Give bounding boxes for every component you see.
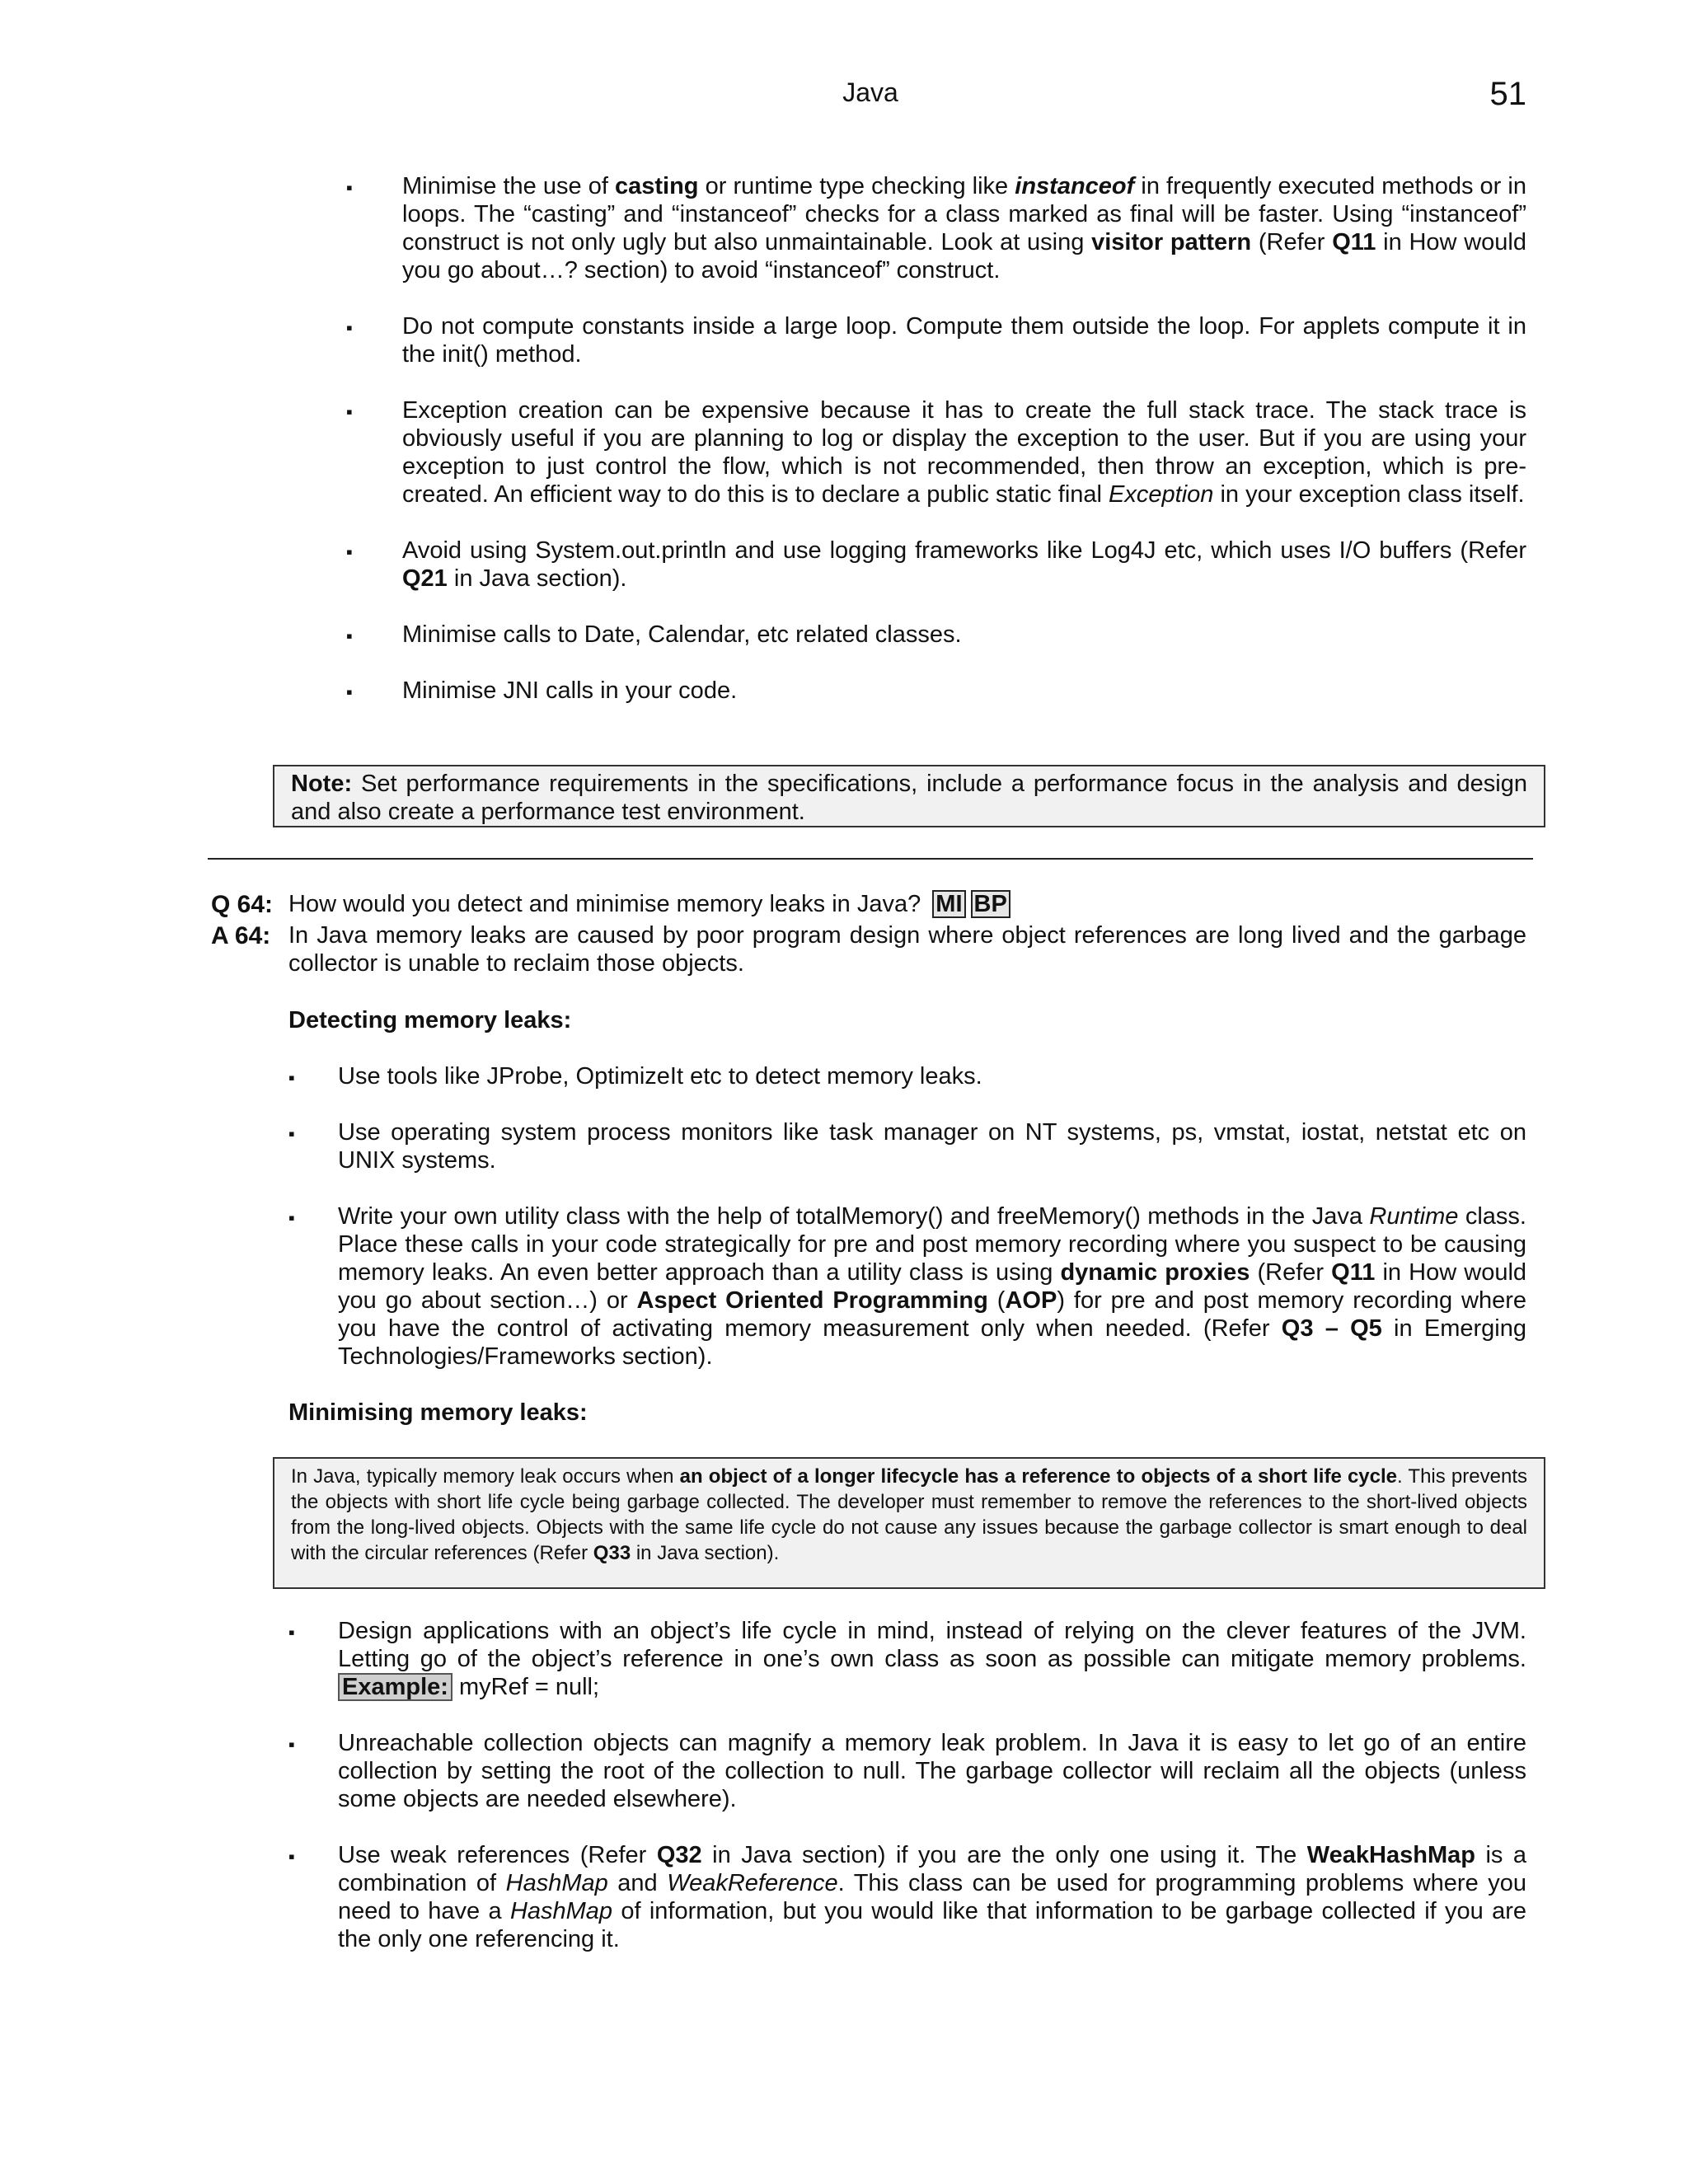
list-item: [288, 1729, 1526, 1813]
bullet-text: Minimise calls to Date, Calendar, etc related classes.: [402, 621, 962, 648]
running-header-title: Java: [842, 77, 898, 107]
performance-tips-list: [346, 172, 1526, 705]
note-box: [273, 765, 1545, 827]
bullet-text: Minimise the use of casting or runtime type checking like instanceof in frequently executed methods or in loops. The “casting” and “instanceof” checks for a class marked as final will be faster. Using “instanceof” construct is not only ugly but also unmaintainable. Look at using visitor pattern (Refer Q11 in How would you go about…? section) to avoid “instanceof” construct.: [402, 173, 1526, 284]
list-item: [346, 172, 1526, 284]
note-label: Note:: [291, 771, 353, 797]
bullet-icon: ▪: [346, 626, 353, 646]
bullet-icon: ▪: [288, 1734, 295, 1755]
bullet-text: Use tools like JProbe, OptimizeIt etc to detect memory leaks.: [338, 1063, 982, 1090]
list-item: [346, 396, 1526, 509]
bullet-icon: ▪: [346, 177, 353, 198]
tag-badge-bp: BP: [971, 890, 1010, 918]
bullet-icon: ▪: [346, 541, 353, 562]
bullet-text: Do not compute constants inside a large loop. Compute them outside the loop. For applets compute it in the init() method.: [402, 313, 1526, 368]
section-divider: [208, 858, 1533, 860]
minimising-heading: Minimising memory leaks:: [288, 1399, 588, 1426]
tag-badge-mi: MI: [932, 890, 965, 918]
detecting-heading: Detecting memory leaks:: [288, 1007, 572, 1033]
list-item: [288, 1062, 1526, 1090]
info-box-text: In Java, typically memory leak occurs when an object of a longer lifecycle has a reference to objects of a short life cycle. This prevents the objects with short life cycle being garbage collected. The developer must remember to remove the references to the short-lived objects from the long-lived objects. Objects with the same life cycle do not cause any issues because the garbage collector is smart enough to deal with the circular references (Refer Q33 in Java section).: [291, 1465, 1527, 1564]
bullet-icon: ▪: [346, 682, 353, 702]
list-item: [346, 677, 1526, 705]
list-item: [288, 1118, 1526, 1174]
answer-label: A 64:: [211, 922, 271, 949]
detecting-list: [288, 1062, 1526, 1371]
answer-text: In Java memory leaks are caused by poor program design where object references are long lived and the garbage collector is unable to reclaim those objects.: [288, 922, 1526, 977]
bullet-text: Avoid using System.out.println and use logging frameworks like Log4J etc, which uses I/O buffers (Refer Q21 in Java section).: [402, 537, 1526, 592]
bullet-icon: ▪: [288, 1123, 295, 1144]
bullet-icon: ▪: [288, 1067, 295, 1088]
bullet-text: Exception creation can be expensive because it has to create the full stack trace. The stack trace is obviously useful if you are planning to log or display the exception to the user. But if you are using your exception to just control the flow, which is not recommended, then throw an exception, which is pre-created. An efficient way to do this is to declare a public static final Exception in your exception class itself.: [402, 397, 1526, 508]
bullet-icon: ▪: [288, 1622, 295, 1643]
list-item: [288, 1841, 1526, 1953]
list-item: [288, 1202, 1526, 1371]
list-item: [346, 312, 1526, 368]
list-item: [288, 1617, 1526, 1701]
question-label: Q 64:: [211, 891, 274, 918]
bullet-text: Minimise JNI calls in your code.: [402, 677, 738, 704]
list-item: [346, 621, 1526, 649]
bullet-text: Use weak references (Refer Q32 in Java section) if you are the only one using it. The WeakHashMap is a combination of HashMap and WeakReference. This class can be used for programming problems where you need to have a HashMap of information, but you would like that information to be garbage collected if you are the only one referencing it.: [338, 1842, 1527, 1952]
page-number: 51: [1489, 76, 1526, 112]
example-label: Example:: [338, 1673, 452, 1701]
bullet-text: Unreachable collection objects can magnify a memory leak problem. In Java it is easy to let go of an entire collection by setting the root of the collection to null. The garbage collector will reclaim all the objects (unless some objects are needed elsewhere).: [338, 1730, 1526, 1812]
bullet-text: Use operating system process monitors like task manager on NT systems, ps, vmstat, iostat, netstat etc on UNIX systems.: [338, 1119, 1526, 1174]
bullet-icon: ▪: [346, 317, 353, 338]
info-box: [273, 1457, 1545, 1589]
minimising-list: [288, 1617, 1526, 1953]
list-item: [346, 537, 1526, 593]
note-text: Note: Set performance requirements in the specifications, include a performance focus in the analysis and design and also create a performance test environment.: [291, 771, 1527, 825]
bullet-text: Design applications with an object’s life cycle in mind, instead of relying on the clever features of the JVM. Letting go of the object’s reference in one’s own class as soon as possible can mitigate memory problems. Example: myRef = null;: [338, 1618, 1526, 1700]
question-text: How would you detect and minimise memory leaks in Java? MI BP: [288, 890, 1526, 918]
bullet-text: Write your own utility class with the help of totalMemory() and freeMemory() methods in the Java Runtime class. Place these calls in your code strategically for pre and post memory recording where you suspect to be causing memory leaks. An even better approach than a utility class is using dynamic proxies (Refer Q11 in How would you go about section…) or Aspect Oriented Programming (AOP) for pre and post memory recording where you have the control of activating memory measurement only when needed. (Refer Q3 – Q5 in Emerging Technologies/Frameworks section).: [338, 1203, 1527, 1370]
bullet-icon: ▪: [288, 1846, 295, 1867]
bullet-icon: ▪: [288, 1207, 295, 1228]
bullet-icon: ▪: [346, 401, 353, 422]
